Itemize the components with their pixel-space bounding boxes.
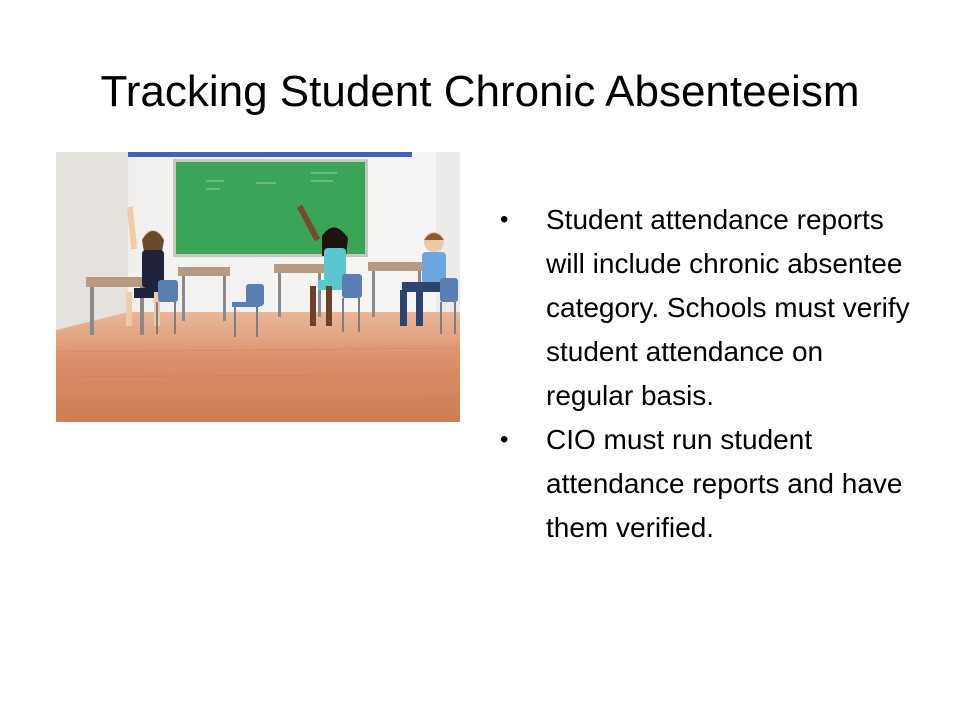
bullet-text: Student attendance reports will include chronic absentee category. Schools must verify student attendance on regular basis. <box>546 204 910 411</box>
border-strip <box>128 152 412 157</box>
slide-title: Tracking Student Chronic Absenteeism <box>100 67 860 116</box>
bullet-glyph: • <box>500 206 509 233</box>
bullet-item <box>494 418 914 550</box>
bullet-text: CIO must run student attendance reports and have them verified. <box>546 424 903 543</box>
classroom-photo <box>56 152 460 422</box>
bullet-item <box>494 198 914 418</box>
bullet-list <box>494 198 914 550</box>
bullet-glyph: • <box>500 426 509 453</box>
